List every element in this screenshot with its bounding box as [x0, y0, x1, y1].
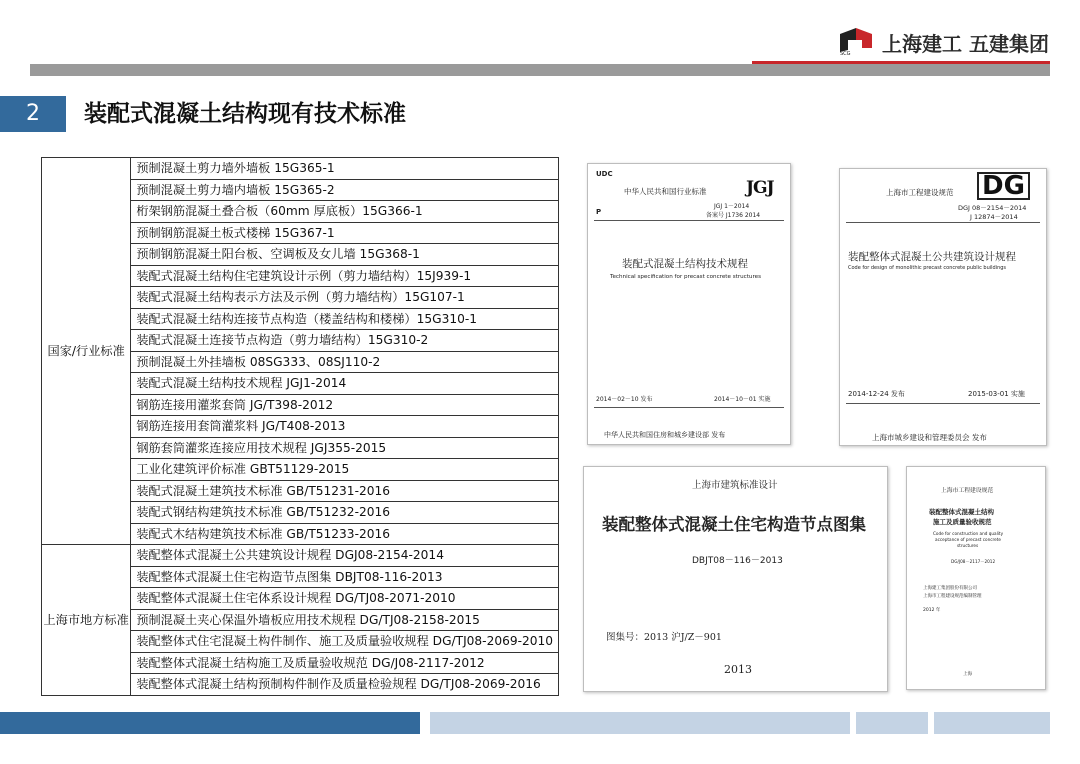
cover-issue-date: 2014-12-24 发布 [848, 390, 905, 398]
cover-code: JGJ 1－2014 [714, 203, 750, 210]
cover-dgj08-2117-2012 [906, 466, 1046, 690]
footer-bar-light [430, 712, 850, 734]
footer-bar-light [856, 712, 928, 734]
cover-effective-date: 2015-03-01 实施 [968, 390, 1025, 398]
cover-rule [846, 403, 1040, 404]
standard-cell: 桁架钢筋混凝土叠合板（60mm 厚底板）15G366-1 [131, 201, 559, 223]
standard-cell: 装配整体式混凝土结构预制构件制作及质量检验规程 DG/TJ08-2069-2016 [131, 674, 559, 696]
cover-record: J 12874－2014 [970, 213, 1018, 221]
section-number: 2 [0, 96, 66, 132]
footer-bar-blue [0, 712, 420, 734]
cover-authority: 上海市工程建设规范 [941, 488, 994, 494]
standards-table [41, 157, 559, 696]
cover-title: 装配整体式混凝土公共建筑设计规程 [848, 251, 1016, 263]
standard-cell: 装配整体式混凝土住宅体系设计规程 DG/TJ08-2071-2010 [131, 588, 559, 610]
standard-cell: 预制混凝土剪力墙内墙板 15G365-2 [131, 179, 559, 201]
standard-cell: 预制混凝土外挂墙板 08SG333、08SJ110-2 [131, 351, 559, 373]
standard-cell: 装配式混凝土连接节点构造（剪力墙结构）15G310-2 [131, 330, 559, 352]
standard-cell: 预制混凝土剪力墙外墙板 15G365-1 [131, 158, 559, 180]
standard-cell: 装配式混凝土建筑技术标准 GB/T51231-2016 [131, 480, 559, 502]
cover-dbjt08-116-2013 [583, 466, 888, 692]
cover-atlas-no: 图集号：2013 沪J/Z－901 [606, 632, 722, 643]
top-divider-bar [30, 64, 1050, 76]
cover-title-line1: 装配整体式混凝土结构 [929, 508, 994, 516]
standard-cell: 装配式混凝土结构表示方法及示例（剪力墙结构）15G107-1 [131, 287, 559, 309]
cover-record: 备案号 J1736 2014 [706, 212, 761, 219]
standard-cell: 装配整体式混凝土住宅构造节点图集 DBJT08-116-2013 [131, 566, 559, 588]
cover-dgj08-2154-2014 [839, 168, 1047, 446]
standard-cell: 预制混凝土夹心保温外墙板应用技术规程 DG/TJ08-2158-2015 [131, 609, 559, 631]
cover-issuer: 中华人民共和国住房和城乡建设部 发布 [604, 431, 726, 439]
table-row [42, 545, 559, 567]
cover-title: 装配整体式混凝土住宅构造节点图集 [602, 515, 866, 534]
standard-cell: 装配整体式住宅混凝土构件制作、施工及质量验收规程 DG/TJ08-2069-2010 [131, 631, 559, 653]
footer-bar-light [934, 712, 1050, 734]
cover-authority: 中华人民共和国行业标准 [624, 187, 707, 196]
cover-subtitle-2: acceptance of precast concrete [935, 537, 1001, 542]
dg-logo: DG [977, 172, 1030, 200]
cover-authority: 上海市工程建设规范 [886, 188, 954, 197]
company-logo [838, 26, 1050, 60]
standard-cell: 装配式木结构建筑技术标准 GB/T51233-2016 [131, 523, 559, 545]
cover-code: DG/J08－2117－2012 [951, 559, 996, 564]
cover-rule [594, 220, 784, 221]
cover-title-line2: 施工及质量验收规范 [933, 518, 992, 526]
logo-small-text: SCG [840, 51, 851, 56]
standard-cell: 钢筋连接用灌浆套筒 JG/T398-2012 [131, 394, 559, 416]
standard-cell: 工业化建筑评价标准 GBT51129-2015 [131, 459, 559, 481]
logo-text: 上海建工 五建集团 [882, 32, 1049, 56]
standard-cell: 装配式钢结构建筑技术标准 GB/T51232-2016 [131, 502, 559, 524]
cover-date: 2012 年 [923, 608, 941, 613]
cover-jgj1-2014 [587, 163, 791, 445]
standard-cell: 预制钢筋混凝土阳台板、空调板及女儿墙 15G368-1 [131, 244, 559, 266]
cover-subtitle: Technical specification for precast concrete structures [610, 274, 761, 280]
standard-cell: 装配式混凝土结构连接节点构造（楼盖结构和楼梯）15G310-1 [131, 308, 559, 330]
table-row [42, 158, 559, 180]
cover-p: P [596, 208, 602, 216]
standard-cell: 钢筋套筒灌浆连接应用技术规程 JGJ355-2015 [131, 437, 559, 459]
cover-subtitle-3: structures [957, 543, 979, 548]
jgj-logo: JGJ [746, 178, 774, 198]
category-cell: 国家/行业标准 [42, 158, 131, 545]
cover-year: 2013 [724, 663, 752, 676]
category-cell: 上海市地方标准 [42, 545, 131, 696]
cover-subtitle-1: Code for construction and quality [933, 531, 1004, 536]
standard-cell: 钢筋连接用套筒灌浆料 JG/T408-2013 [131, 416, 559, 438]
standard-cell: 装配式混凝土结构住宅建筑设计示例（剪力墙结构）15J939-1 [131, 265, 559, 287]
cover-issuer: 上海市城乡建设和管理委员会 发布 [872, 433, 987, 442]
cover-udc: UDC [596, 170, 613, 178]
standard-cell: 装配整体式混凝土结构施工及质量验收规范 DG/J08-2117-2012 [131, 652, 559, 674]
cover-effective-date: 2014－10－01 实施 [714, 396, 771, 403]
standard-cell: 预制钢筋混凝土板式楼梯 15G367-1 [131, 222, 559, 244]
cover-title: 装配式混凝土结构技术规程 [622, 258, 748, 270]
cover-issue-date: 2014－02－10 发布 [596, 396, 653, 403]
cover-place: 上海 [963, 672, 972, 677]
section-title: 装配式混凝土结构现有技术标准 [84, 101, 406, 127]
cover-org-1: 上海建工集团股份有限公司 [923, 586, 977, 591]
cover-code: DGJ 08－2154－2014 [958, 204, 1027, 212]
standard-cell: 装配整体式混凝土公共建筑设计规程 DGJ08-2154-2014 [131, 545, 559, 567]
standard-cell: 装配式混凝土结构技术规程 JGJ1-2014 [131, 373, 559, 395]
standards-table-body [42, 158, 559, 696]
cover-authority: 上海市建筑标准设计 [692, 480, 778, 491]
cover-rule [594, 407, 784, 408]
cover-code: DBJT08－116－2013 [692, 556, 783, 566]
cover-rule [846, 222, 1040, 223]
scg-logo-icon [838, 26, 878, 56]
cover-org-2: 上海市工程建设规范编制管理 [923, 594, 982, 599]
cover-subtitle: Code for design of monolithic precast concrete public buildings [848, 265, 1007, 271]
